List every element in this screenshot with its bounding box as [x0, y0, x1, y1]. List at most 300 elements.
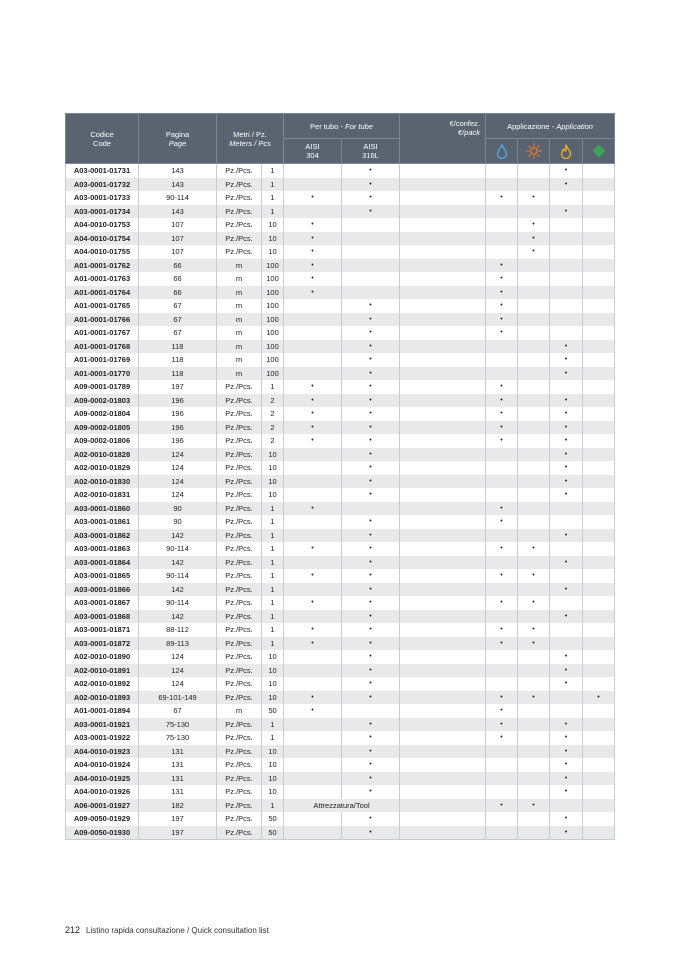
cell-a316: •: [342, 583, 400, 597]
table-row: [66, 488, 615, 502]
cell-app2: [518, 367, 550, 381]
cell-price: [400, 556, 486, 570]
cell-price: [400, 704, 486, 718]
cell-page: 118: [139, 340, 217, 354]
table-row: [66, 434, 615, 448]
cell-page: 142: [139, 529, 217, 543]
cell-app3: [550, 245, 583, 259]
cell-app4: [583, 772, 615, 786]
cell-a316: •: [342, 367, 400, 381]
cell-app3: •: [550, 664, 583, 678]
table-row: [66, 313, 615, 327]
cell-app1: •: [486, 191, 518, 205]
cell-code: A04-0010-01924: [66, 758, 139, 772]
cell-qty: 2: [262, 421, 284, 435]
cell-a304: [284, 353, 342, 367]
cell-page: 124: [139, 461, 217, 475]
cell-unit: Pz./Pcs.: [217, 542, 262, 556]
cell-app1: [486, 772, 518, 786]
cell-a304: [284, 731, 342, 745]
cell-price: [400, 407, 486, 421]
cell-qty: 100: [262, 367, 284, 381]
header-price: [400, 114, 486, 164]
cell-a316: •: [342, 826, 400, 840]
cell-code: A01-0001-01770: [66, 367, 139, 381]
cell-a304: •: [284, 218, 342, 232]
cell-app3: [550, 313, 583, 327]
cell-code: A04-0010-01755: [66, 245, 139, 259]
cell-code: A02-0010-01829: [66, 461, 139, 475]
cell-a304: [284, 785, 342, 799]
cell-code: A02-0010-01893: [66, 691, 139, 705]
header-application-en: Application: [556, 121, 593, 131]
cell-qty: 1: [262, 583, 284, 597]
table-row: [66, 812, 615, 826]
cell-code: A03-0001-01871: [66, 623, 139, 637]
table-row: [66, 772, 615, 786]
cell-price: [400, 272, 486, 286]
cell-app3: •: [550, 178, 583, 192]
cell-app2: [518, 502, 550, 516]
cell-a316: •: [342, 731, 400, 745]
cell-code: A03-0001-01863: [66, 542, 139, 556]
table-row: [66, 380, 615, 394]
cell-app2: [518, 758, 550, 772]
cell-unit: Pz./Pcs.: [217, 812, 262, 826]
cell-app4: [583, 434, 615, 448]
table-row: [66, 340, 615, 354]
cell-a304: •: [284, 286, 342, 300]
table-row: [66, 394, 615, 408]
table-row: [66, 232, 615, 246]
cell-price: [400, 569, 486, 583]
cell-app2: [518, 299, 550, 313]
header-per-tube: [284, 114, 400, 139]
cell-a304: [284, 488, 342, 502]
cell-a304: [284, 583, 342, 597]
cell-app3: [550, 218, 583, 232]
cell-app2: •: [518, 596, 550, 610]
cell-price: [400, 610, 486, 624]
table-row: [66, 272, 615, 286]
cell-qty: 2: [262, 407, 284, 421]
table-row: [66, 421, 615, 435]
cell-code: A02-0010-01892: [66, 677, 139, 691]
cell-app3: [550, 799, 583, 813]
cell-app2: •: [518, 191, 550, 205]
cell-a304: [284, 718, 342, 732]
cell-a316: •: [342, 164, 400, 178]
cell-page: 142: [139, 556, 217, 570]
cell-app1: •: [486, 407, 518, 421]
cell-app4: [583, 191, 615, 205]
cell-unit: Pz./Pcs.: [217, 637, 262, 651]
cell-a304: [284, 164, 342, 178]
cell-app2: [518, 704, 550, 718]
cell-code: A04-0010-01925: [66, 772, 139, 786]
cell-app1: •: [486, 299, 518, 313]
cell-app4: [583, 353, 615, 367]
cell-a304: [284, 313, 342, 327]
cell-qty: 1: [262, 529, 284, 543]
cell-price: [400, 475, 486, 489]
table-row: [66, 178, 615, 192]
cell-code: A02-0010-01890: [66, 650, 139, 664]
cell-app3: [550, 272, 583, 286]
cell-a316: •: [342, 205, 400, 219]
cell-page: 75-130: [139, 718, 217, 732]
cell-price: [400, 596, 486, 610]
cell-page: 67: [139, 299, 217, 313]
cell-page: 196: [139, 407, 217, 421]
table-row: [66, 299, 615, 313]
cell-a304: [284, 826, 342, 840]
cell-price: [400, 340, 486, 354]
cell-a316: [342, 272, 400, 286]
cell-a304: [284, 448, 342, 462]
cell-code: A02-0010-01831: [66, 488, 139, 502]
cell-unit: m: [217, 259, 262, 273]
cell-code: A03-0001-01865: [66, 569, 139, 583]
cell-price: [400, 637, 486, 651]
cell-a304: [284, 326, 342, 340]
cell-a316: •: [342, 677, 400, 691]
cell-app3: •: [550, 731, 583, 745]
table-row: [66, 353, 615, 367]
cell-price: [400, 448, 486, 462]
cell-app4: [583, 245, 615, 259]
cell-app2: [518, 826, 550, 840]
cell-app3: •: [550, 758, 583, 772]
cell-a316: [342, 502, 400, 516]
cell-a304: [284, 178, 342, 192]
cell-unit: Pz./Pcs.: [217, 650, 262, 664]
cell-a304: [284, 745, 342, 759]
cell-page: 90-114: [139, 191, 217, 205]
cell-price: [400, 691, 486, 705]
cell-a304: [284, 529, 342, 543]
cell-a304: •: [284, 434, 342, 448]
cell-app2: •: [518, 691, 550, 705]
cell-app3: •: [550, 205, 583, 219]
cell-app2: •: [518, 218, 550, 232]
header-page-it: Pagina: [165, 129, 190, 139]
table-row: [66, 664, 615, 678]
cell-page: 143: [139, 205, 217, 219]
cell-qty: 1: [262, 380, 284, 394]
table-row: [66, 529, 615, 543]
cell-unit: Pz./Pcs.: [217, 178, 262, 192]
cell-app4: [583, 731, 615, 745]
cell-app2: [518, 407, 550, 421]
table-row: [66, 245, 615, 259]
cell-qty: 10: [262, 664, 284, 678]
cell-a316: •: [342, 758, 400, 772]
table-row: [66, 610, 615, 624]
table-row: [66, 502, 615, 516]
cell-code: A04-0010-01754: [66, 232, 139, 246]
cell-price: [400, 178, 486, 192]
cell-page: 196: [139, 421, 217, 435]
cell-app2: [518, 650, 550, 664]
cell-app1: •: [486, 691, 518, 705]
cell-app4: [583, 556, 615, 570]
cell-page: 142: [139, 583, 217, 597]
cell-a316: •: [342, 650, 400, 664]
cell-app3: •: [550, 812, 583, 826]
cell-a304: •: [284, 596, 342, 610]
cell-app4: [583, 718, 615, 732]
cell-a316: [342, 245, 400, 259]
table-row: [66, 785, 615, 799]
cell-page: 90: [139, 502, 217, 516]
cell-app4: [583, 677, 615, 691]
cell-page: 131: [139, 785, 217, 799]
cell-a316: [342, 259, 400, 273]
cell-app1: [486, 353, 518, 367]
cell-qty: 100: [262, 299, 284, 313]
cell-a304: •: [284, 380, 342, 394]
cell-app3: •: [550, 772, 583, 786]
cell-unit: Pz./Pcs.: [217, 731, 262, 745]
cell-app1: •: [486, 718, 518, 732]
cell-price: [400, 394, 486, 408]
cell-app4: [583, 745, 615, 759]
cell-app3: •: [550, 407, 583, 421]
cell-price: [400, 353, 486, 367]
cell-app1: [486, 556, 518, 570]
cell-app1: [486, 475, 518, 489]
cell-app3: •: [550, 556, 583, 570]
cell-qty: 1: [262, 731, 284, 745]
cell-app3: •: [550, 340, 583, 354]
cell-a316: •: [342, 542, 400, 556]
cell-app2: [518, 340, 550, 354]
cell-price: [400, 583, 486, 597]
cell-app1: [486, 218, 518, 232]
cell-qty: 1: [262, 178, 284, 192]
header-app-flame: [550, 139, 583, 164]
cell-page: 107: [139, 218, 217, 232]
table-row: [66, 407, 615, 421]
cell-app4: [583, 232, 615, 246]
table-row: [66, 191, 615, 205]
cell-a304: [284, 299, 342, 313]
cell-code: A03-0001-01734: [66, 205, 139, 219]
cell-app4: [583, 299, 615, 313]
cell-a316: •: [342, 326, 400, 340]
cell-price: [400, 772, 486, 786]
cell-app2: [518, 772, 550, 786]
cell-code: A06-0001-01927: [66, 799, 139, 813]
cell-code: A01-0001-01768: [66, 340, 139, 354]
cell-app4: [583, 664, 615, 678]
header-page-en: Page: [168, 138, 187, 148]
cell-qty: 10: [262, 488, 284, 502]
header-application: [486, 114, 615, 139]
cell-app2: [518, 313, 550, 327]
cell-a304: [284, 758, 342, 772]
cell-a316: •: [342, 812, 400, 826]
cell-unit: Pz./Pcs.: [217, 745, 262, 759]
header-app-diamond: [583, 139, 615, 164]
cell-price: [400, 623, 486, 637]
cell-app3: •: [550, 394, 583, 408]
cell-a316: •: [342, 407, 400, 421]
table-row: [66, 718, 615, 732]
cell-price: [400, 421, 486, 435]
cell-a316: •: [342, 637, 400, 651]
cell-page: 66: [139, 272, 217, 286]
cell-a316: •: [342, 785, 400, 799]
cell-code: A01-0001-01767: [66, 326, 139, 340]
header-code-en: Code: [93, 138, 111, 148]
cell-a304: •: [284, 245, 342, 259]
cell-app3: •: [550, 488, 583, 502]
cell-app4: [583, 812, 615, 826]
cell-app1: [486, 610, 518, 624]
cell-app2: [518, 259, 550, 273]
cell-unit: m: [217, 313, 262, 327]
cell-app3: [550, 232, 583, 246]
cell-page: 143: [139, 178, 217, 192]
cell-qty: 50: [262, 826, 284, 840]
cell-app3: [550, 326, 583, 340]
cell-app4: [583, 394, 615, 408]
cell-app1: •: [486, 259, 518, 273]
cell-price: [400, 542, 486, 556]
table-row: [66, 691, 615, 705]
cell-qty: 100: [262, 259, 284, 273]
cell-qty: 2: [262, 394, 284, 408]
cell-app4: [583, 313, 615, 327]
cell-a304: •: [284, 704, 342, 718]
cell-code: A04-0010-01753: [66, 218, 139, 232]
cell-a316: •: [342, 461, 400, 475]
cell-qty: 100: [262, 326, 284, 340]
cell-a316: •: [342, 434, 400, 448]
cell-qty: 10: [262, 448, 284, 462]
cell-code: A01-0001-01894: [66, 704, 139, 718]
cell-app3: •: [550, 367, 583, 381]
cell-a304: •: [284, 542, 342, 556]
price-list-table: [65, 113, 615, 840]
cell-price: [400, 826, 486, 840]
cell-unit: Pz./Pcs.: [217, 556, 262, 570]
cell-page: 118: [139, 353, 217, 367]
cell-unit: Pz./Pcs.: [217, 488, 262, 502]
cell-qty: 1: [262, 542, 284, 556]
cell-app3: •: [550, 353, 583, 367]
cell-unit: m: [217, 353, 262, 367]
cell-code: A09-0050-01929: [66, 812, 139, 826]
cell-unit: Pz./Pcs.: [217, 380, 262, 394]
cell-code: A01-0001-01765: [66, 299, 139, 313]
header-aisi-316l: [342, 139, 400, 164]
cell-code: A09-0002-01803: [66, 394, 139, 408]
cell-app4: •: [583, 691, 615, 705]
cell-a304: [284, 556, 342, 570]
cell-app3: [550, 191, 583, 205]
cell-code: A03-0001-01731: [66, 164, 139, 178]
cell-qty: 10: [262, 232, 284, 246]
cell-app1: •: [486, 637, 518, 651]
header-page: [139, 114, 217, 164]
cell-qty: 10: [262, 650, 284, 664]
cell-qty: 100: [262, 313, 284, 327]
cell-unit: Pz./Pcs.: [217, 610, 262, 624]
page-number: 212: [65, 925, 81, 935]
table-row: [66, 758, 615, 772]
table-row: [66, 205, 615, 219]
header-meters: [217, 114, 284, 164]
cell-page: 90-114: [139, 542, 217, 556]
cell-app2: [518, 731, 550, 745]
cell-a316: [342, 232, 400, 246]
cell-app3: [550, 596, 583, 610]
cell-page: 197: [139, 826, 217, 840]
cell-unit: Pz./Pcs.: [217, 502, 262, 516]
cell-a304: [284, 677, 342, 691]
cell-page: 124: [139, 448, 217, 462]
cell-app3: [550, 299, 583, 313]
cell-app1: [486, 164, 518, 178]
cell-app2: [518, 583, 550, 597]
page-footer: [65, 925, 269, 935]
cell-app1: •: [486, 380, 518, 394]
cell-app3: •: [550, 745, 583, 759]
cell-a304: •: [284, 191, 342, 205]
cell-code: A02-0010-01828: [66, 448, 139, 462]
cell-app2: •: [518, 623, 550, 637]
cell-app1: [486, 367, 518, 381]
cell-app3: •: [550, 718, 583, 732]
cell-page: 131: [139, 745, 217, 759]
cell-app2: [518, 272, 550, 286]
cell-app2: [518, 556, 550, 570]
cell-qty: 1: [262, 718, 284, 732]
table-row: [66, 704, 615, 718]
cell-app3: •: [550, 421, 583, 435]
cell-code: A03-0001-01921: [66, 718, 139, 732]
cell-qty: 50: [262, 704, 284, 718]
cell-code: A01-0001-01766: [66, 313, 139, 327]
header-aisi-316l-a: AISI: [363, 142, 378, 151]
cell-app1: •: [486, 596, 518, 610]
cell-unit: Pz./Pcs.: [217, 664, 262, 678]
cell-price: [400, 731, 486, 745]
cell-page: 124: [139, 650, 217, 664]
cell-page: 107: [139, 232, 217, 246]
cell-price: [400, 745, 486, 759]
cell-a304: •: [284, 637, 342, 651]
cell-unit: Pz./Pcs.: [217, 596, 262, 610]
cell-app4: [583, 650, 615, 664]
cell-a304: [284, 205, 342, 219]
cell-a316: •: [342, 745, 400, 759]
table-row: [66, 515, 615, 529]
cell-app3: •: [550, 475, 583, 489]
cell-unit: Pz./Pcs.: [217, 583, 262, 597]
table-row: [66, 542, 615, 556]
cell-app4: [583, 704, 615, 718]
cell-qty: 1: [262, 556, 284, 570]
cell-app1: [486, 178, 518, 192]
cell-price: [400, 326, 486, 340]
cell-a304: •: [284, 272, 342, 286]
cell-app1: •: [486, 542, 518, 556]
cell-app1: [486, 650, 518, 664]
